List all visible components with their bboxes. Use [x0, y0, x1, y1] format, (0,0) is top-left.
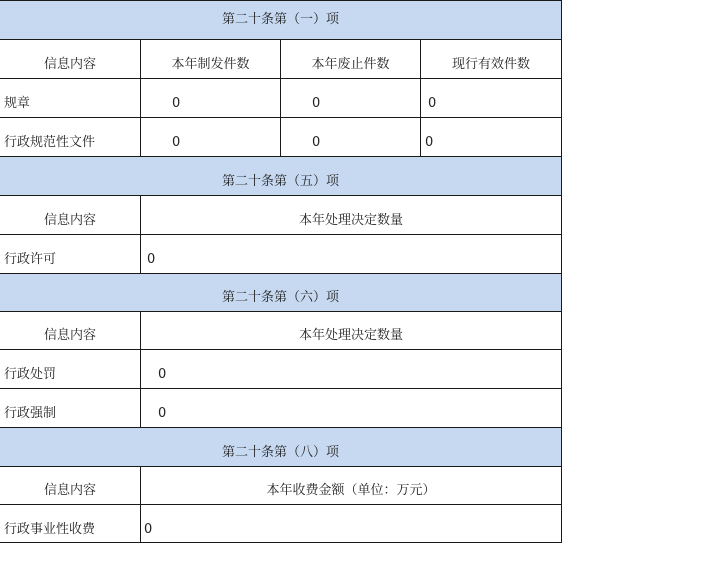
column-header-issued: 本年制发件数: [140, 40, 280, 78]
section-4-title: 第二十条第（八）项: [221, 445, 339, 460]
column-header-decision-count: 本年处理决定数量: [140, 196, 561, 234]
section-2-title-row: [0, 156, 561, 195]
section-3-header-row: [0, 311, 561, 349]
column-header-info: 信息内容: [43, 213, 96, 228]
row-label-enforcement: 行政强制: [4, 406, 57, 421]
row-label-fees: 行政事业性收费: [4, 522, 96, 537]
normative-docs-abolished-value: 0: [280, 118, 420, 156]
table-row-regulations: [0, 78, 561, 117]
section-4-header-row: [0, 466, 561, 504]
regulations-issued-value: 0: [140, 79, 280, 117]
column-header-valid: 现行有效件数: [420, 40, 561, 78]
row-label-regulations: 规章: [4, 96, 31, 111]
table-row-penalty: [0, 349, 561, 388]
row-label-penalty: 行政处罚: [4, 367, 57, 382]
section-2-header-row: [0, 195, 561, 234]
enforcement-value: 0: [140, 389, 561, 427]
column-header-decision-count: 本年处理决定数量: [140, 312, 561, 349]
penalty-value: 0: [140, 350, 561, 388]
table-row-normative-docs: [0, 117, 561, 156]
fees-value: 0: [140, 505, 561, 543]
column-header-info: 信息内容: [43, 328, 96, 343]
normative-docs-valid-value: 0: [420, 118, 561, 156]
section-1-title: 第二十条第（一）项: [221, 12, 339, 27]
regulations-valid-value: 0: [420, 79, 561, 117]
table-row-fees: [0, 504, 561, 543]
table-row-enforcement: [0, 388, 561, 427]
normative-docs-issued-value: 0: [140, 118, 280, 156]
row-label-normative-docs: 行政规范性文件: [4, 135, 96, 150]
table-row-licensing: [0, 234, 561, 273]
column-header-info: 信息内容: [43, 57, 96, 72]
column-header-info: 信息内容: [43, 483, 96, 498]
column-header-fee-amount: 本年收费金额（单位：万元）: [140, 467, 561, 504]
section-3-title: 第二十条第（六）项: [221, 290, 339, 305]
section-3-title-row: [0, 273, 561, 311]
regulations-abolished-value: 0: [280, 79, 420, 117]
section-2-title: 第二十条第（五）项: [221, 174, 339, 189]
section-4-title-row: [0, 427, 561, 466]
section-1-title-row: [0, 0, 561, 39]
column-header-abolished: 本年废止件数: [280, 40, 420, 78]
section-1-header-row: [0, 39, 561, 78]
licensing-value: 0: [140, 235, 561, 273]
row-label-licensing: 行政许可: [4, 252, 57, 267]
